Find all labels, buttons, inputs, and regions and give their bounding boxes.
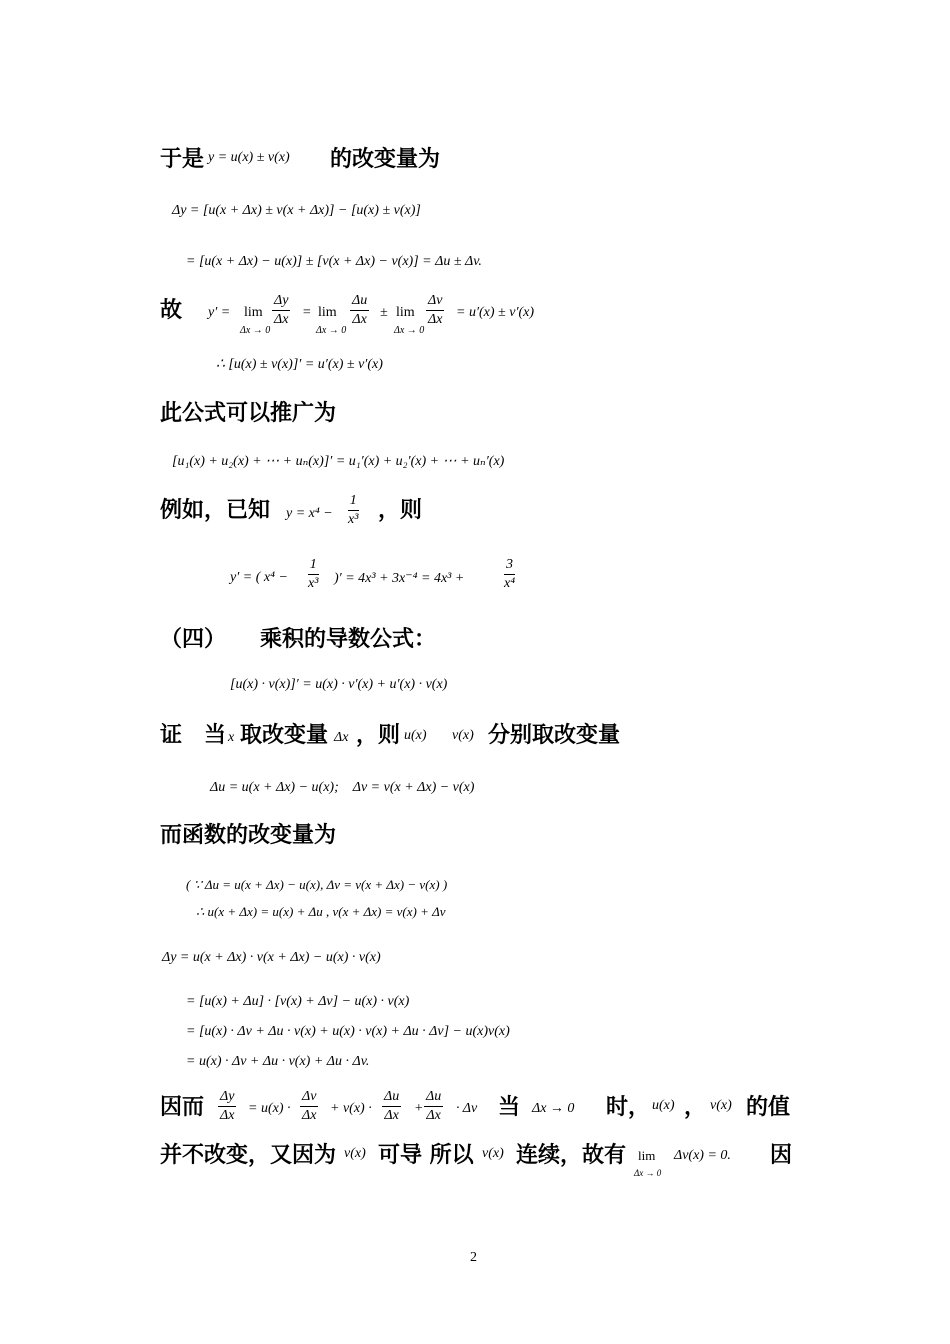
- ratio-mid2: + v(x) ·: [330, 1101, 372, 1116]
- eq-delta-y-1: Δy = [u(x + Δx) ± v(x + Δx)] − [u(x) ± v(x)]: [172, 203, 421, 218]
- frac-num: Δv: [300, 1088, 318, 1107]
- text-dezhi: 的值: [746, 1095, 791, 1120]
- last-lim: lim: [638, 1148, 656, 1163]
- frac-den: Δx: [302, 1108, 317, 1123]
- lim-pm: ±: [380, 305, 388, 320]
- frac-ratio-du-2: [424, 1088, 443, 1125]
- frac-du-dx: [350, 292, 369, 329]
- frac-num: Δu: [350, 292, 369, 311]
- vx-value: v(x): [710, 1098, 732, 1113]
- text-gu: 故: [160, 298, 183, 323]
- frac-num: 1: [348, 492, 359, 511]
- eq-therefore: ∴ [u(x) ± v(x)]′ = u′(x) ± v′(x): [216, 357, 383, 372]
- frac-den: x⁴: [504, 576, 516, 591]
- proof-dx: Δx: [334, 730, 349, 745]
- frac-num: Δu: [382, 1088, 401, 1107]
- frac-den: Δx: [426, 1108, 441, 1123]
- frac-den: Δx: [352, 312, 367, 327]
- text-yin: 因: [770, 1143, 793, 1168]
- ex-derivative-left: y′ = ( x⁴ −: [230, 570, 288, 585]
- lim-result: = u′(x) ± v′(x): [456, 305, 535, 320]
- eq-delta-y-2: = [u(x + Δx) − u(x)] ± [v(x + Δx) − v(x)] = Δu ± Δv.: [186, 254, 482, 269]
- frac-num: Δy: [218, 1088, 236, 1107]
- lim-word-3: lim: [396, 305, 415, 320]
- text-shi: 时，: [606, 1095, 651, 1120]
- frac-den: x³: [348, 512, 359, 527]
- formula-y-sum: y = u(x) ± v(x): [208, 150, 290, 165]
- text-yushi: 于是: [160, 147, 205, 172]
- frac-ratio-dv: [300, 1088, 318, 1125]
- text-continuous: 连续，故有: [516, 1143, 627, 1168]
- frac-ratio-dy: [218, 1088, 236, 1125]
- text-ze: ，则: [378, 498, 423, 523]
- example-y: y = x⁴ −: [286, 506, 333, 521]
- eq-dy-product-a: Δy = u(x + Δx) · v(x + Δx) − u(x) · v(x): [162, 950, 381, 965]
- frac-1-x3-b: [306, 556, 320, 593]
- proof-x: x: [228, 730, 235, 745]
- eq-dy-product-c: = [u(x) · Δv + Δu · v(x) + u(x) · v(x) + Δu · Δv] − u(x)v(x): [186, 1024, 510, 1039]
- text-yiner: 因而: [160, 1095, 205, 1120]
- proof-vx: v(x): [452, 728, 474, 743]
- text-take-change: 取改变量: [240, 723, 329, 748]
- last-vx: v(x): [344, 1146, 366, 1161]
- lim-word-2: lim: [318, 305, 337, 320]
- section-number: （四）: [160, 627, 227, 652]
- text-dang: 当: [498, 1095, 521, 1120]
- text-comma: ，: [684, 1095, 707, 1120]
- last-lim-sub: Δx → 0: [634, 1168, 662, 1178]
- frac-ratio-du: [382, 1088, 401, 1125]
- ratio-mid3: +: [414, 1101, 424, 1116]
- last-vx-2: v(x): [482, 1146, 504, 1161]
- frac-num: 3: [504, 556, 515, 575]
- frac-den: Δx: [384, 1108, 399, 1123]
- frac-den: Δx: [220, 1108, 235, 1123]
- eq-delta-u-v: Δu = u(x + Δx) − u(x); Δv = v(x + Δx) − v(x): [210, 780, 475, 795]
- lim-eq: =: [302, 305, 312, 320]
- frac-3-x4: [502, 556, 517, 593]
- lim-sub-2: Δx → 0: [316, 325, 347, 336]
- frac-den: x³: [308, 576, 319, 591]
- lim-sub-1: Δx → 0: [240, 325, 271, 336]
- frac-num: Δy: [272, 292, 290, 311]
- text-respectively: 分别取改变量: [488, 723, 621, 748]
- frac-dy-dx: [272, 292, 290, 329]
- text-generalize: 此公式可以推广为: [160, 401, 337, 426]
- page-number: 2: [470, 1250, 477, 1265]
- frac-num: 1: [308, 556, 319, 575]
- last-expr: Δv(x) = 0.: [674, 1148, 731, 1163]
- eq-because: ( ∵ Δu = u(x + Δx) − u(x), Δv = v(x + Δx) − v(x) ): [186, 877, 448, 892]
- frac-den: Δx: [428, 312, 443, 327]
- frac-dv-dx: [426, 292, 444, 329]
- frac-1-x3: [346, 492, 360, 529]
- dx-to-zero: Δx → 0: [532, 1101, 575, 1116]
- text-differentiable: 可导 所以: [378, 1143, 474, 1168]
- text-change-amount: 的改变量为: [330, 147, 441, 172]
- text-example: 例如，已知: [160, 498, 271, 523]
- text-not-change: 并不改变，又因为: [160, 1143, 337, 1168]
- frac-num: Δv: [426, 292, 444, 311]
- text-then: ，则: [356, 723, 401, 748]
- lim-word-1: lim: [244, 305, 263, 320]
- ux-value: u(x): [652, 1098, 675, 1113]
- ex-derivative-right: )′ = 4x³ + 3x⁻⁴ = 4x³ +: [334, 571, 465, 586]
- text-func-change: 而函数的改变量为: [160, 823, 337, 848]
- eq-hence: ∴ u(x + Δx) = u(x) + Δu , v(x + Δx) = v(x) + Δv: [196, 904, 446, 919]
- eq-dy-product-d: = u(x) · Δv + Δu · v(x) + Δu · Δv.: [186, 1054, 370, 1069]
- frac-num: Δu: [424, 1088, 443, 1107]
- lim-sub-3: Δx → 0: [394, 325, 425, 336]
- eq-dy-product-b: = [u(x) + Δu] · [v(x) + Δv] − u(x) · v(x): [186, 994, 410, 1009]
- eq-generalized-sum: [u₁(x) + u₂(x) + ⋯ + uₙ(x)]′ = u₁′(x) + u₂′(x) + ⋯ + uₙ′(x): [172, 454, 505, 469]
- lim-yprime: y′ =: [208, 305, 231, 320]
- text-proof-start: 证 当: [160, 723, 227, 748]
- section-title: 乘积的导数公式：: [260, 627, 437, 652]
- ratio-mid1: = u(x) ·: [248, 1101, 291, 1116]
- eq-product-rule: [u(x) · v(x)]′ = u(x) · v′(x) + u′(x) · v(x): [230, 677, 448, 692]
- ratio-end: · Δv: [456, 1101, 478, 1116]
- proof-ux: u(x): [404, 728, 427, 743]
- frac-den: Δx: [274, 312, 289, 327]
